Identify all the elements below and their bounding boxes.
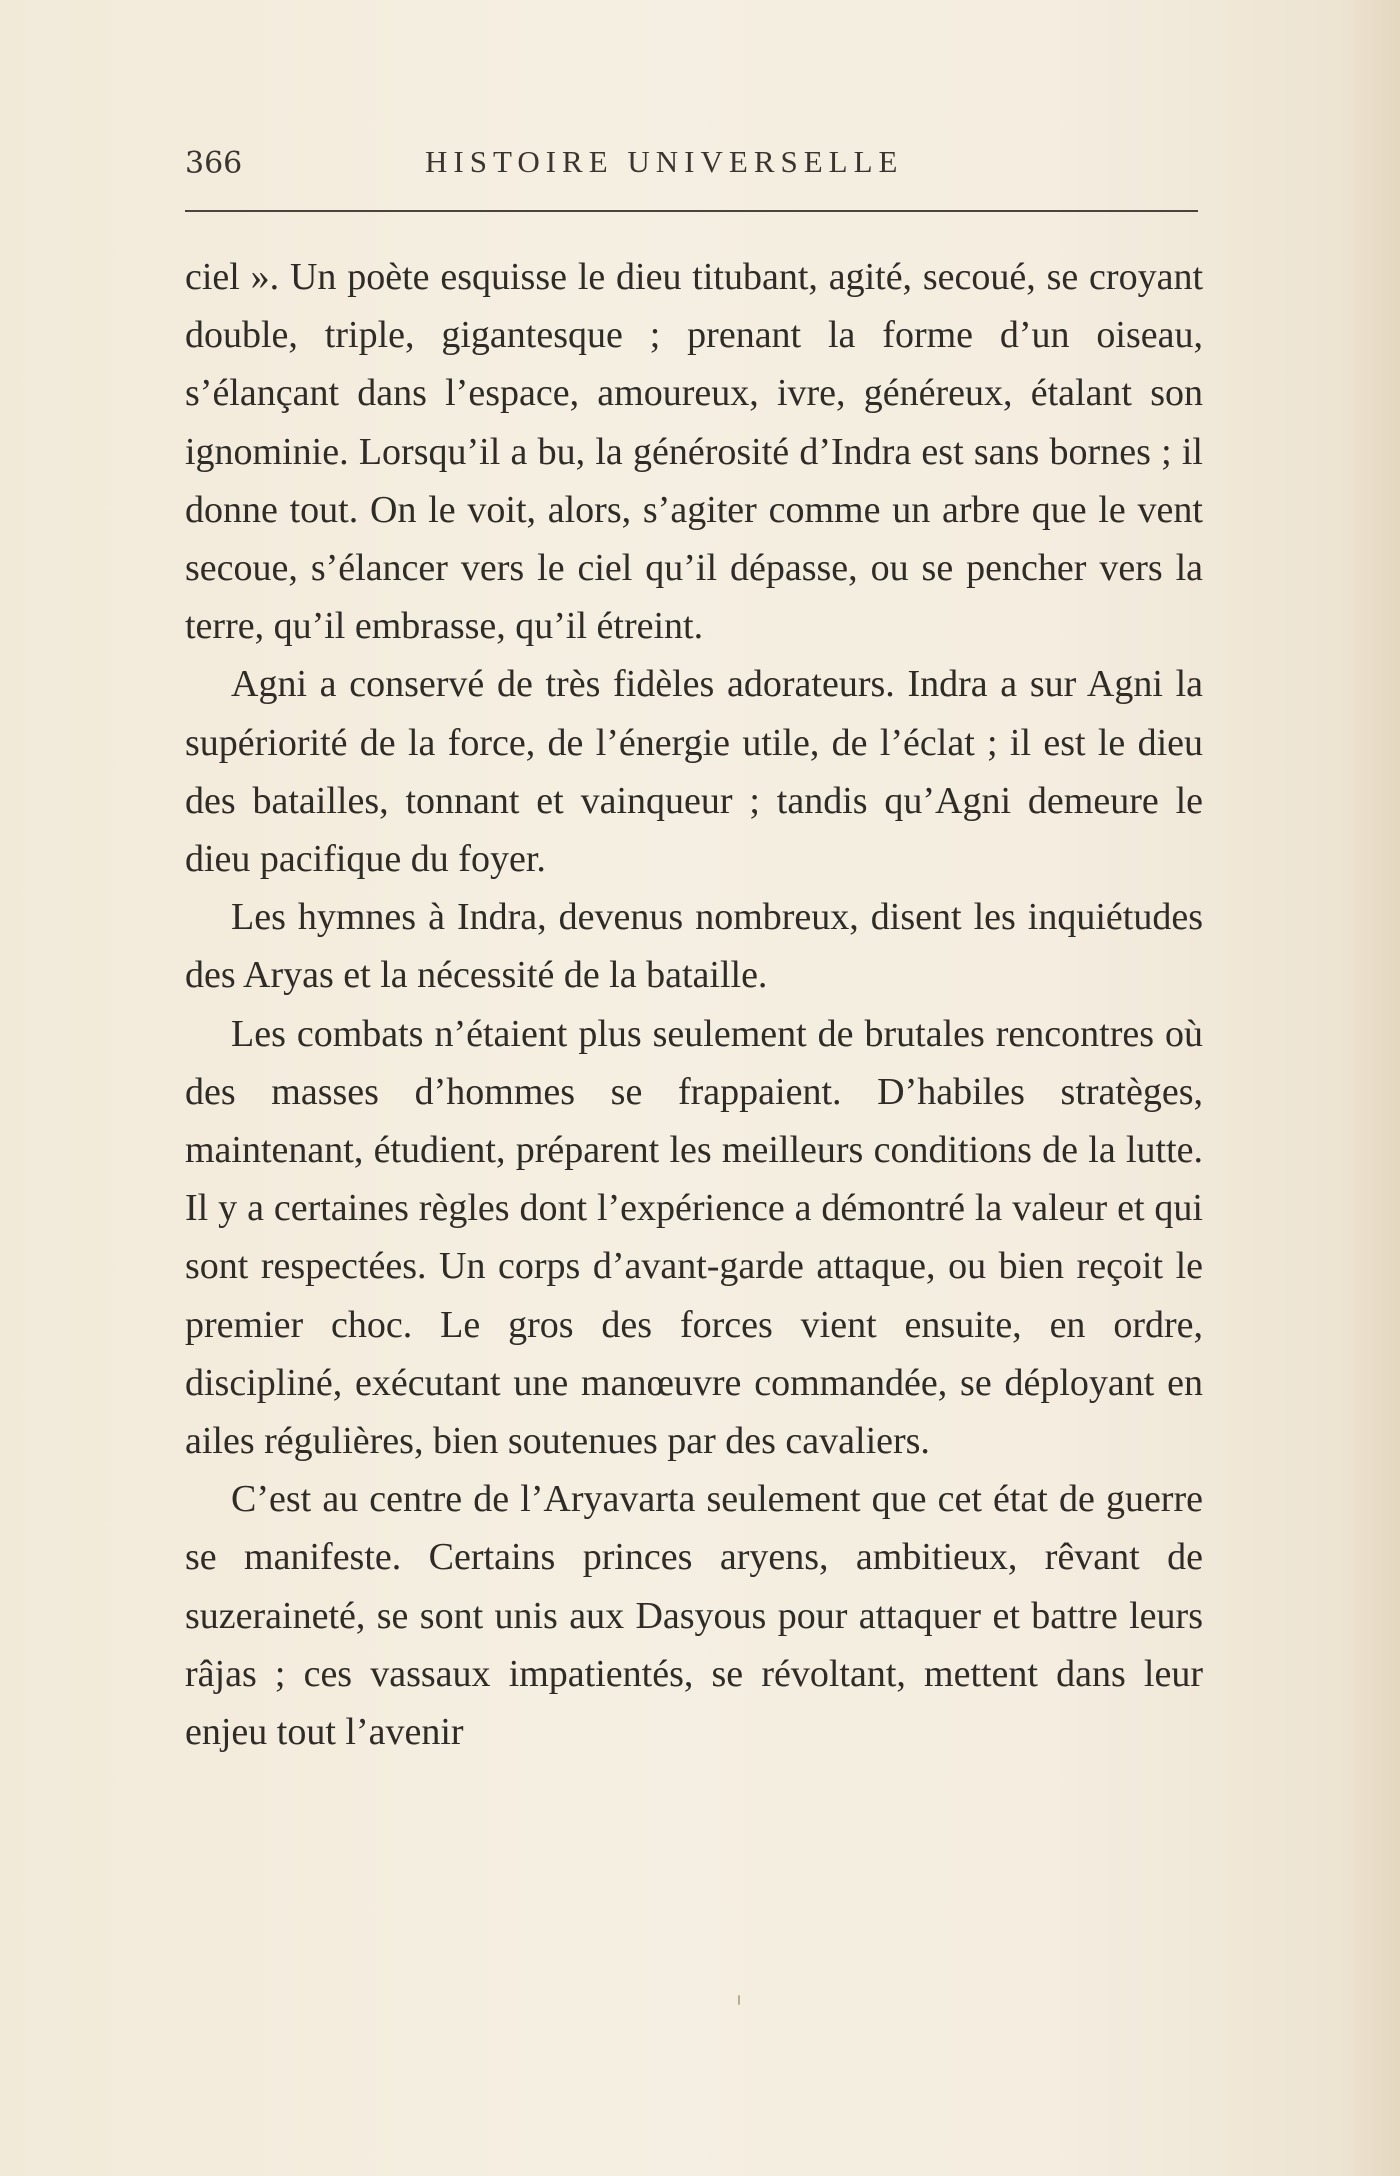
- page-number: 366: [185, 146, 243, 181]
- running-title: HISTOIRE UNIVERSELLE: [425, 144, 904, 179]
- paper-speck: [738, 1995, 740, 2005]
- paragraph-5: C’est au centre de l’Aryavarta seulement que cet état de guerre se manifeste. Certains princes aryens, ambitieux, rêvant de suzeraineté, se sont unis aux Dasyous pour attaquer et battre leurs râjas ; ces vassaux impatientés, se révoltant, mettent dans leur enjeu tout l’avenir: [185, 1478, 1203, 1754]
- paragraph-3: Les hymnes à Indra, devenus nombreux, disent les inquiétudes des Aryas et la nécessité de la bataille.: [185, 896, 1203, 997]
- paragraph-1: ciel ». Un poète esquisse le dieu titubant, agité, secoué, se croyant double, triple, gigantesque ; prenant la forme d’un oiseau, s’élançant dans l’espace, amoureux, ivre, généreux, étalant son ignominie. Lorsqu’il a bu, la générosité d’Indra est sans bornes ; il donne tout. On le voit, alors, s’agiter comme un arbre que le vent secoue, s’élancer vers le ciel qu’il dépasse, ou se pencher vers la terre, qu’il embrasse, qu’il étreint.: [185, 256, 1203, 648]
- header-rule: [185, 210, 1198, 212]
- page-edge-shadow: [1340, 0, 1400, 2176]
- body-text: [185, 248, 1203, 1761]
- paragraph-2: Agni a conservé de très fidèles adorateurs. Indra a sur Agni la supériorité de la force, de l’énergie utile, de l’éclat ; il est le dieu des batailles, tonnant et vainqueur ; tandis qu’Agni demeure le dieu pacifique du foyer.: [185, 663, 1203, 881]
- page-header: [185, 140, 1200, 190]
- paragraph-4: Les combats n’étaient plus seulement de brutales rencontres où des masses d’hommes se frappaient. D’habiles stratèges, maintenant, étudient, préparent les meilleurs conditions de la lutte. Il y a certaines règles dont l’expérience a démontré la valeur et qui sont respectées. Un corps d’avant-garde attaque, ou bien reçoit le premier choc. Le gros des forces vient ensuite, en ordre, discipliné, exécutant une manœuvre commandée, se déployant en ailes régulières, bien soutenues par des cavaliers.: [185, 1012, 1203, 1463]
